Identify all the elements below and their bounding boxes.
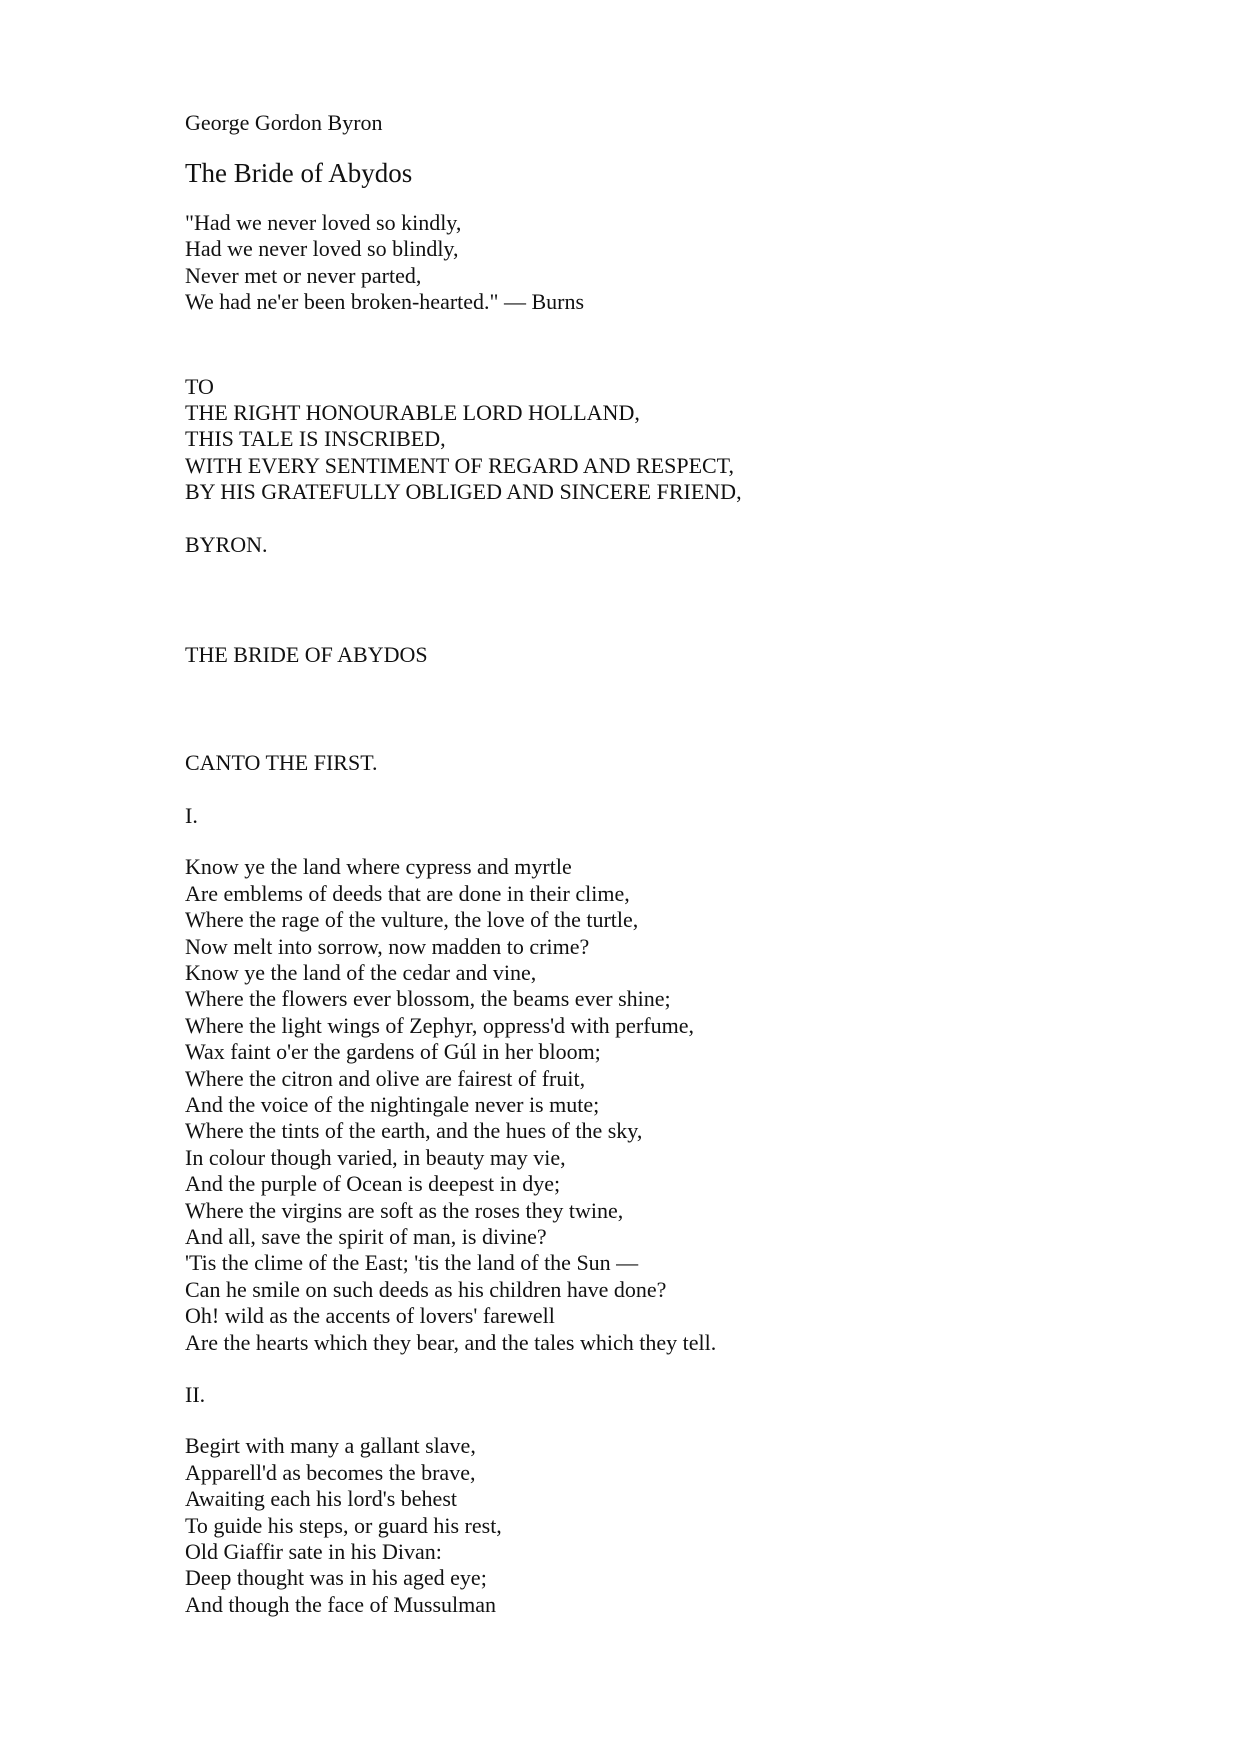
epigraph-line: "Had we never loved so kindly,	[185, 210, 462, 235]
verse-line: 'Tis the clime of the East; 'tis the land of the Sun —	[185, 1250, 639, 1276]
epigraph-line: Never met or never parted,	[185, 262, 422, 288]
verse-line: And the voice of the nightingale never is mute;	[185, 1091, 600, 1117]
dedication-line: BY HIS GRATEFULLY OBLIGED AND SINCERE FRIEND,	[185, 479, 742, 505]
dedication-signature	[185, 532, 1185, 558]
verse-line: In colour though varied, in beauty may vie,	[185, 1144, 566, 1170]
verse-line: Where the citron and olive are fairest of fruit,	[185, 1065, 586, 1091]
dedication-line: WITH EVERY SENTIMENT OF REGARD AND RESPECT,	[185, 452, 734, 478]
verse-line: And the purple of Ocean is deepest in dye;	[185, 1171, 561, 1197]
verse-line: Wax faint o'er the gardens of Gúl in her bloom;	[185, 1039, 601, 1065]
stanza-1	[185, 854, 1185, 1356]
verse-line: Know ye the land where cypress and myrtle	[185, 854, 572, 880]
verse-line: Awaiting each his lord's behest	[185, 1486, 457, 1512]
book-title: The Bride of Abydos	[185, 158, 413, 188]
verse-line: Now melt into sorrow, now madden to crime?	[185, 933, 590, 959]
verse-line: To guide his steps, or guard his rest,	[185, 1512, 502, 1538]
epigraph-line: We had ne'er been broken-hearted." — Burns	[185, 289, 585, 315]
verse-line: And all, save the spirit of man, is divine?	[185, 1223, 547, 1249]
verse-line: Old Giaffir sate in his Divan:	[185, 1539, 442, 1565]
verse-line: Oh! wild as the accents of lovers' farewell	[185, 1303, 555, 1329]
author-name: George Gordon Byron	[185, 110, 383, 135]
verse-line: And though the face of Mussulman	[185, 1591, 496, 1617]
section-numeral-2	[185, 1382, 1185, 1408]
verse-line: Where the flowers ever blossom, the beams ever shine;	[185, 986, 671, 1012]
epigraph-line: Had we never loved so blindly,	[185, 236, 459, 262]
verse-line: Know ye the land of the cedar and vine,	[185, 959, 537, 985]
poem-heading-text: THE BRIDE OF ABYDOS	[185, 642, 428, 668]
canto-heading	[185, 750, 1185, 776]
verse-line: Where the light wings of Zephyr, oppress'd with perfume,	[185, 1012, 694, 1038]
section-numeral: II.	[185, 1382, 206, 1407]
dedication-line: THE RIGHT HONOURABLE LORD HOLLAND,	[185, 400, 640, 426]
verse-line: Where the rage of the vulture, the love of the turtle,	[185, 907, 639, 933]
signature-text: BYRON.	[185, 531, 268, 557]
canto-heading-text: CANTO THE FIRST.	[185, 750, 378, 776]
verse-line: Can he smile on such deeds as his children have done?	[185, 1276, 667, 1302]
section-numeral-1	[185, 803, 1185, 829]
verse-line: Where the virgins are soft as the roses they twine,	[185, 1197, 624, 1223]
stanza-2	[185, 1433, 1185, 1618]
verse-line: Where the tints of the earth, and the hues of the sky,	[185, 1118, 643, 1144]
verse-line: Apparell'd as becomes the brave,	[185, 1459, 476, 1485]
document-page	[185, 108, 1185, 1618]
verse-line: Are emblems of deeds that are done in their clime,	[185, 880, 630, 906]
dedication-line: TO	[185, 373, 214, 399]
verse-line: Begirt with many a gallant slave,	[185, 1433, 476, 1459]
poem-heading	[185, 642, 1185, 668]
epigraph	[185, 210, 1185, 316]
dedication-line: THIS TALE IS INSCRIBED,	[185, 426, 446, 452]
verse-line: Are the hearts which they bear, and the tales which they tell.	[185, 1329, 717, 1355]
section-numeral: I.	[185, 802, 198, 828]
verse-line: Deep thought was in his aged eye;	[185, 1565, 487, 1591]
dedication	[185, 374, 1185, 506]
